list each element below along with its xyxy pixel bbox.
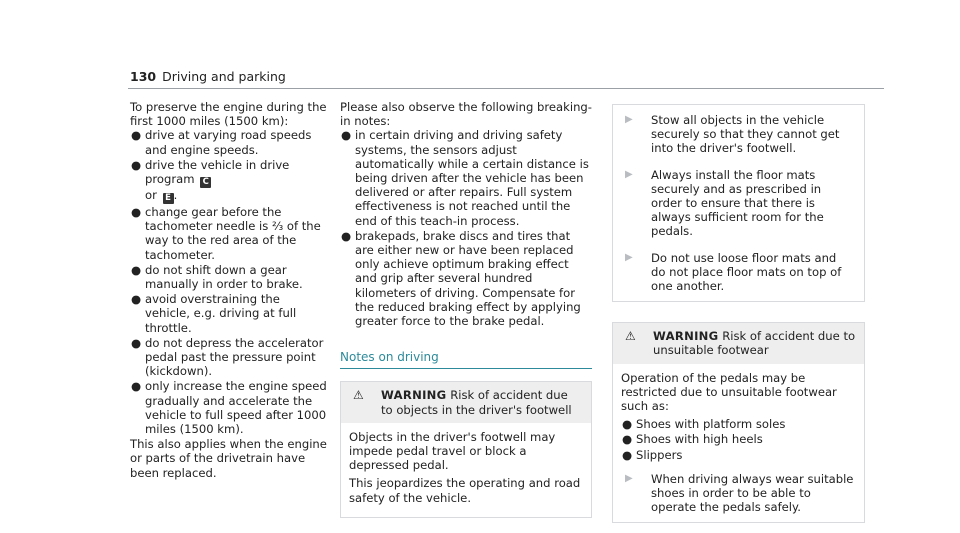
- warning-header: [613, 323, 864, 363]
- page-number: 130: [130, 69, 157, 84]
- bullet-icon: ●: [131, 128, 142, 143]
- bullet-icon: ●: [131, 335, 142, 350]
- column-2: [340, 100, 592, 518]
- list-item: ● avoid overstraining the vehicle, e.g. driving at full throttle.: [131, 292, 297, 335]
- arrow-right-icon: ▶: [625, 251, 633, 263]
- list-item: ● change gear before the tachometer needle is ⅔ of the way to the red area of the tachometer.: [131, 205, 321, 262]
- list-item: ● only increase the engine speed gradually and accelerate the vehicle to full speed after 1000 miles (1500 km).: [131, 379, 327, 437]
- breaking-in-intro: Please also observe the following breaking-in notes:: [340, 100, 592, 129]
- bullet-icon: ●: [622, 447, 633, 462]
- column-1: [130, 100, 328, 480]
- list-item: ● do not depress the accelerator pedal past the pressure point (kickdown).: [131, 335, 324, 379]
- footwell-hints-box: [612, 104, 865, 302]
- break-in-outro: This also applies when the engine or parts of the drivetrain have been replaced.: [130, 437, 327, 480]
- break-in-list: [130, 128, 328, 436]
- drive-program-c-icon: C: [200, 177, 211, 188]
- arrow-right-icon: ▶: [625, 168, 633, 180]
- page-header: [130, 70, 286, 84]
- bullet-icon: ●: [131, 379, 142, 394]
- warning-box-footwear: [612, 322, 865, 523]
- warning-body: Operation of the pedals may be restricted due to unsuitable footwear such as: ● Shoes with platform soles ● Shoes with high heels ● Slippers ▶ When driving always wear suitable shoes in order to be able to operate the pedals safely.: [613, 364, 864, 523]
- list-item: ▶ Do not use loose floor mats and do not place floor mats on top of one another.: [613, 251, 854, 294]
- chapter-title: Driving and parking: [162, 69, 286, 84]
- bullet-icon: ●: [131, 292, 142, 307]
- bullet-icon: ●: [341, 128, 352, 143]
- section-title-notes-on-driving: Notes on driving: [340, 350, 592, 369]
- arrow-right-icon: ▶: [625, 472, 633, 484]
- bullet-icon: ●: [341, 228, 352, 243]
- list-item: ▶ Stow all objects in the vehicle securely so that they cannot get into the driver's footwell.: [613, 113, 854, 156]
- list-item: ● in certain driving and driving safety systems, the sensors adjust automatically while a certain distance is being driven after the vehicle has been delivered or after repairs. Full system effectiveness is not reached until the end of this teach-in process.: [341, 128, 589, 228]
- drive-program-e-icon: E: [163, 193, 174, 204]
- bullet-icon: ●: [622, 417, 633, 432]
- list-item: ● Slippers: [622, 447, 683, 462]
- list-item: ● Shoes with platform soles: [622, 417, 786, 432]
- list-item: ● do not shift down a gear manually in order to brake.: [131, 262, 303, 292]
- bullet-icon: ●: [131, 262, 142, 277]
- warning-title: Risk of accident due to objects in the driver's footwell: [381, 388, 572, 417]
- bullet-icon: ●: [622, 432, 633, 447]
- warning-triangle-icon: ⚠: [353, 388, 364, 403]
- bullet-icon: ●: [131, 157, 142, 172]
- warning-triangle-icon: ⚠: [625, 329, 636, 344]
- arrow-right-icon: ▶: [625, 114, 633, 125]
- warning-body: Objects in the driver's footwell may impede pedal travel or block a depressed pedal. This jeopardizes the operating and road safety of the vehicle.: [349, 429, 581, 505]
- breaking-in-list: [340, 128, 592, 328]
- list-item: ▶ Always install the floor mats securely and as prescribed in order to ensure that there is always sufficient room for the pedals.: [613, 168, 854, 239]
- warning-title: Risk of accident due to unsuitable footwear: [653, 329, 856, 358]
- header-divider: [128, 88, 884, 89]
- list-item: ● drive at varying road speeds and engine speeds.: [131, 128, 312, 157]
- warning-label: WARNING: [653, 329, 719, 344]
- break-in-intro: To preserve the engine during the first 1000 miles (1500 km):: [130, 100, 327, 129]
- warning-label: WARNING: [381, 388, 447, 403]
- warning-box-footwell: [340, 381, 592, 517]
- list-item: ● brakepads, brake discs and tires that are either new or have been replaced only achieve optimum braking effect and grip after several hundred kilometers of driving. Compensate for the reduced braking effect by applying greater force to the brake pedal.: [341, 228, 581, 329]
- list-item: ● drive the vehicle in drive program C or E .: [131, 157, 290, 204]
- list-item: ● Shoes with high heels: [622, 432, 763, 447]
- column-3: [612, 100, 865, 523]
- warning-header: [341, 382, 591, 422]
- bullet-icon: ●: [131, 205, 142, 220]
- list-item: ▶ When driving always wear suitable shoes in order to be able to operate the pedals safely.: [613, 472, 856, 515]
- footwear-list: [621, 417, 856, 462]
